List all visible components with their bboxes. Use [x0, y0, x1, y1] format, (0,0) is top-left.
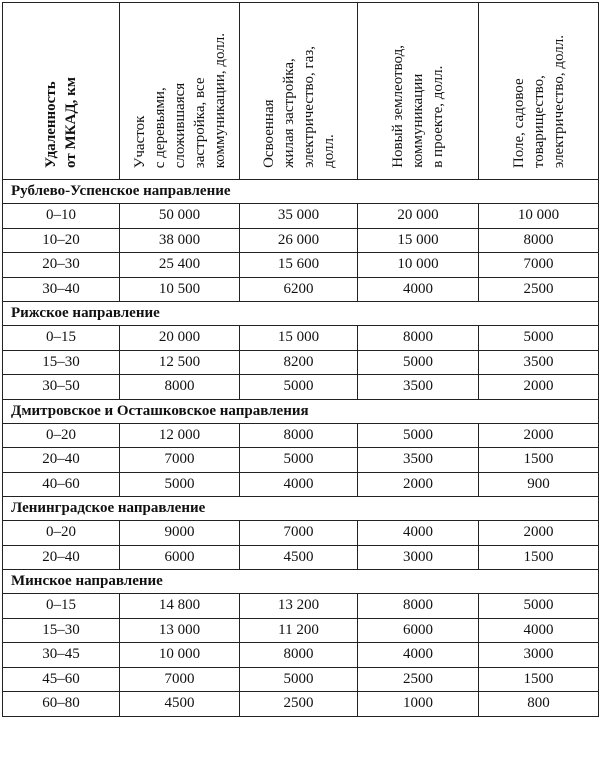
price-cell: 4000 [358, 277, 479, 302]
section-row [3, 302, 599, 326]
price-cell: 5000 [120, 472, 240, 497]
price-cell: 900 [479, 472, 599, 497]
price-cell: 25 400 [120, 253, 240, 278]
table-row [3, 204, 599, 229]
price-cell: 13 000 [120, 618, 240, 643]
price-cell: 1500 [479, 667, 599, 692]
price-cell: 2000 [358, 472, 479, 497]
price-cell: 6000 [358, 618, 479, 643]
section-row [3, 497, 599, 521]
section-title: Рублево-Успенское направление [3, 180, 599, 204]
section-title: Минское направление [3, 570, 599, 594]
price-cell: 38 000 [120, 228, 240, 253]
price-cell: 3000 [358, 545, 479, 570]
distance-cell: 20–30 [3, 253, 120, 278]
header-distance [3, 3, 120, 180]
price-cell: 8000 [240, 643, 358, 668]
price-cell: 2500 [479, 277, 599, 302]
price-cell: 4000 [479, 618, 599, 643]
distance-cell: 40–60 [3, 472, 120, 497]
price-cell: 7000 [479, 253, 599, 278]
distance-cell: 20–40 [3, 545, 120, 570]
header-field-garden-label: Поле, садовое товарищество, электричество, долл. [510, 34, 567, 168]
header-plot-with-trees [120, 3, 240, 180]
header-developed-housing-label: Освоенная жилая застройка, электричество, газ, долл. [260, 46, 337, 168]
distance-cell: 60–80 [3, 692, 120, 717]
price-cell: 1500 [479, 448, 599, 473]
price-cell: 3500 [358, 448, 479, 473]
price-table [2, 2, 599, 717]
table-row [3, 253, 599, 278]
distance-cell: 30–40 [3, 277, 120, 302]
distance-cell: 45–60 [3, 667, 120, 692]
price-cell: 20 000 [120, 326, 240, 351]
section-title: Дмитровское и Осташковское направления [3, 399, 599, 423]
price-cell: 2500 [240, 692, 358, 717]
header-developed-housing [240, 3, 358, 180]
table-row [3, 448, 599, 473]
table-row [3, 423, 599, 448]
price-cell: 5000 [240, 375, 358, 400]
price-cell: 5000 [240, 667, 358, 692]
price-cell: 5000 [479, 594, 599, 619]
price-cell: 12 000 [120, 423, 240, 448]
price-cell: 5000 [479, 326, 599, 351]
price-cell: 8000 [358, 594, 479, 619]
price-cell: 10 500 [120, 277, 240, 302]
table-row [3, 667, 599, 692]
price-cell: 4500 [240, 545, 358, 570]
table-row [3, 228, 599, 253]
price-cell: 26 000 [240, 228, 358, 253]
table-row [3, 521, 599, 546]
price-cell: 800 [479, 692, 599, 717]
header-row [3, 3, 599, 180]
price-cell: 10 000 [120, 643, 240, 668]
price-cell: 50 000 [120, 204, 240, 229]
price-cell: 7000 [240, 521, 358, 546]
distance-cell: 0–20 [3, 423, 120, 448]
header-plot-with-trees-label: Участок с деревьями, сложившаяся застройка, все коммуникации, долл. [131, 32, 228, 168]
price-cell: 8200 [240, 350, 358, 375]
header-new-allotment-label: Новый землеотвод, коммуникации в проекте, долл. [390, 45, 446, 168]
distance-cell: 10–20 [3, 228, 120, 253]
section-row [3, 399, 599, 423]
section-row [3, 570, 599, 594]
distance-cell: 0–15 [3, 594, 120, 619]
price-cell: 4000 [358, 643, 479, 668]
price-cell: 15 000 [240, 326, 358, 351]
section-title: Рижское направление [3, 302, 599, 326]
price-cell: 13 200 [240, 594, 358, 619]
header-field-garden [479, 3, 599, 180]
table-row [3, 618, 599, 643]
price-cell: 10 000 [358, 253, 479, 278]
section-row [3, 180, 599, 204]
distance-cell: 0–15 [3, 326, 120, 351]
price-cell: 2000 [479, 375, 599, 400]
table-row [3, 692, 599, 717]
table-row [3, 594, 599, 619]
price-cell: 5000 [358, 423, 479, 448]
distance-cell: 20–40 [3, 448, 120, 473]
price-cell: 8000 [479, 228, 599, 253]
price-cell: 9000 [120, 521, 240, 546]
price-cell: 2500 [358, 667, 479, 692]
distance-cell: 15–30 [3, 618, 120, 643]
price-cell: 6200 [240, 277, 358, 302]
distance-cell: 0–10 [3, 204, 120, 229]
table-body [3, 3, 599, 717]
price-cell: 4500 [120, 692, 240, 717]
price-cell: 7000 [120, 667, 240, 692]
section-title: Ленинградское направление [3, 497, 599, 521]
price-cell: 3500 [358, 375, 479, 400]
distance-cell: 30–50 [3, 375, 120, 400]
table-row [3, 545, 599, 570]
price-cell: 6000 [120, 545, 240, 570]
distance-cell: 0–20 [3, 521, 120, 546]
price-cell: 35 000 [240, 204, 358, 229]
price-cell: 2000 [479, 521, 599, 546]
price-cell: 4000 [358, 521, 479, 546]
price-cell: 8000 [358, 326, 479, 351]
price-cell: 3000 [479, 643, 599, 668]
price-cell: 15 600 [240, 253, 358, 278]
price-cell: 5000 [240, 448, 358, 473]
table-row [3, 643, 599, 668]
price-cell: 8000 [240, 423, 358, 448]
price-cell: 20 000 [358, 204, 479, 229]
price-cell: 1000 [358, 692, 479, 717]
price-cell: 15 000 [358, 228, 479, 253]
price-cell: 7000 [120, 448, 240, 473]
header-new-allotment [358, 3, 479, 180]
price-cell: 11 200 [240, 618, 358, 643]
price-cell: 2000 [479, 423, 599, 448]
table-row [3, 277, 599, 302]
price-cell: 4000 [240, 472, 358, 497]
price-cell: 12 500 [120, 350, 240, 375]
table-row [3, 350, 599, 375]
distance-cell: 15–30 [3, 350, 120, 375]
price-cell: 1500 [479, 545, 599, 570]
distance-cell: 30–45 [3, 643, 120, 668]
price-cell: 10 000 [479, 204, 599, 229]
price-cell: 8000 [120, 375, 240, 400]
table-row [3, 472, 599, 497]
price-cell: 14 800 [120, 594, 240, 619]
header-distance-label: Удаленность от МКАД, км [43, 77, 79, 168]
table-row [3, 375, 599, 400]
price-cell: 3500 [479, 350, 599, 375]
price-cell: 5000 [358, 350, 479, 375]
table-row [3, 326, 599, 351]
